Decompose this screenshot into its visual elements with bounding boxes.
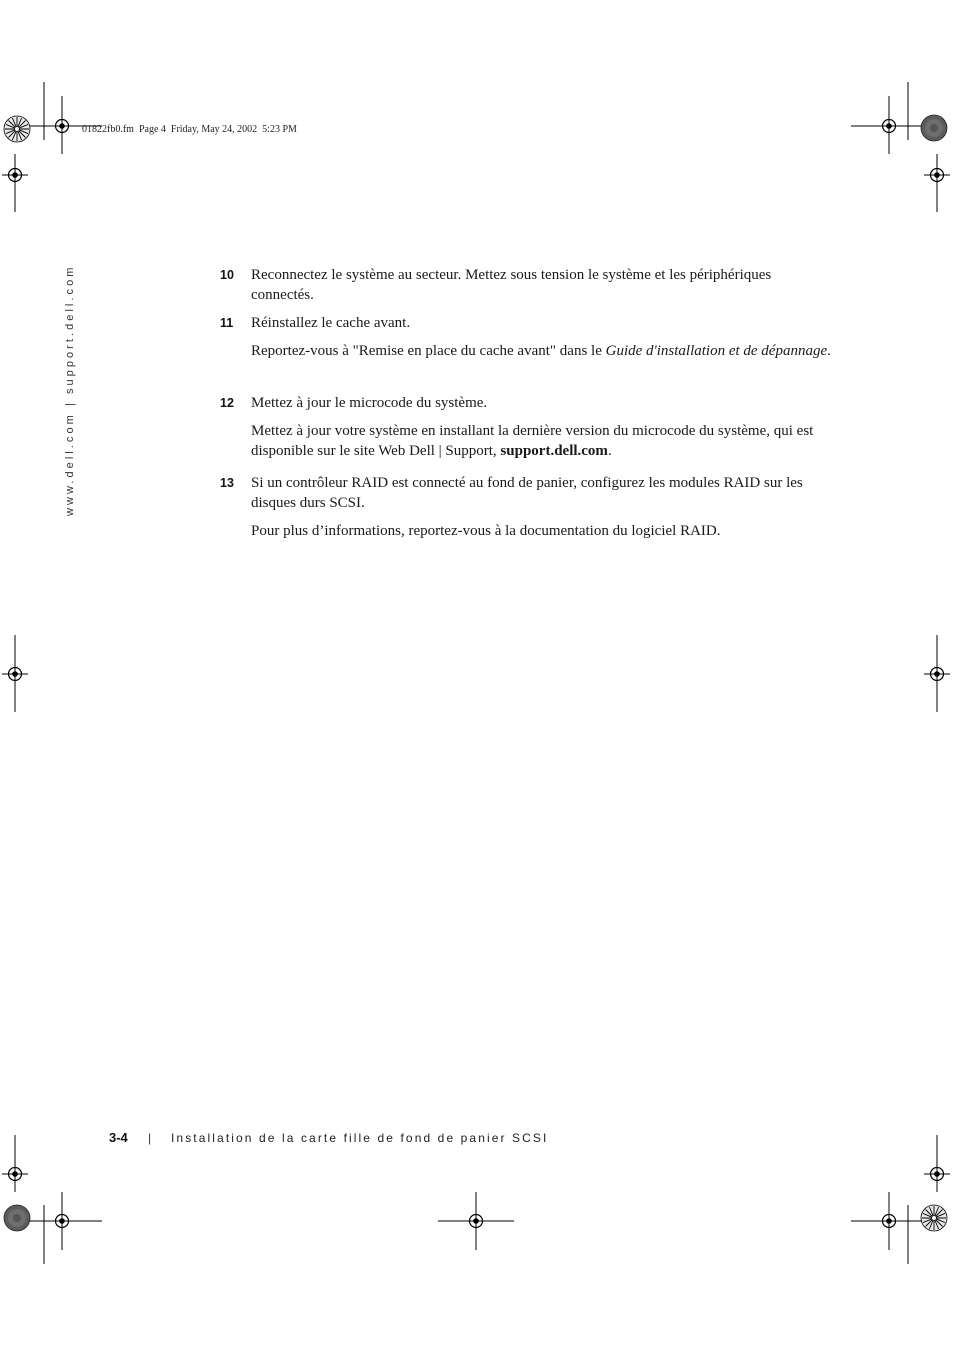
step-text: Si un contrôleur RAID est connecté au fond de panier, configurez les modules RAID sur les disques durs SCSI. — [251, 475, 803, 511]
step-number: 11 — [220, 316, 234, 330]
step-number: 10 — [220, 268, 234, 282]
guide-title: Guide d'installation et de dépannage — [605, 343, 828, 359]
step-text: Reconnectez le système au secteur. Mettez sous tension le système et les périphériques connectés. — [251, 267, 772, 303]
note-text: Reportez-vous à "Remise en place du cache avant" dans le — [251, 343, 606, 359]
page-number: 3-4 — [109, 1130, 128, 1145]
step-note — [251, 422, 831, 461]
note-text: . — [607, 442, 612, 459]
step-number: 13 — [220, 476, 234, 490]
step-note — [251, 342, 831, 362]
step-text: Réinstallez le cache avant. — [251, 315, 411, 331]
note-text: Mettez à jour votre système en installant la dernière version du microcode du système, qui est disponible sur le site Web Dell | Support, — [251, 423, 814, 459]
support-link[interactable]: support.dell.com — [500, 442, 608, 459]
note-text: . — [827, 343, 831, 359]
step-text: Mettez à jour le microcode du système. — [251, 395, 488, 411]
file-info-header: 01822fb0.fm Page 4 Friday, May 24, 2002 5:23 PM — [82, 124, 297, 135]
footer-separator: | — [148, 1131, 152, 1145]
side-url-text: www.dell.com | support.dell.com — [64, 264, 76, 516]
step-note: Pour plus d’informations, reportez-vous à la documentation du logiciel RAID. — [251, 523, 721, 539]
step-number: 12 — [220, 396, 234, 410]
chapter-title: Installation de la carte fille de fond de panier SCSI — [171, 1131, 549, 1145]
